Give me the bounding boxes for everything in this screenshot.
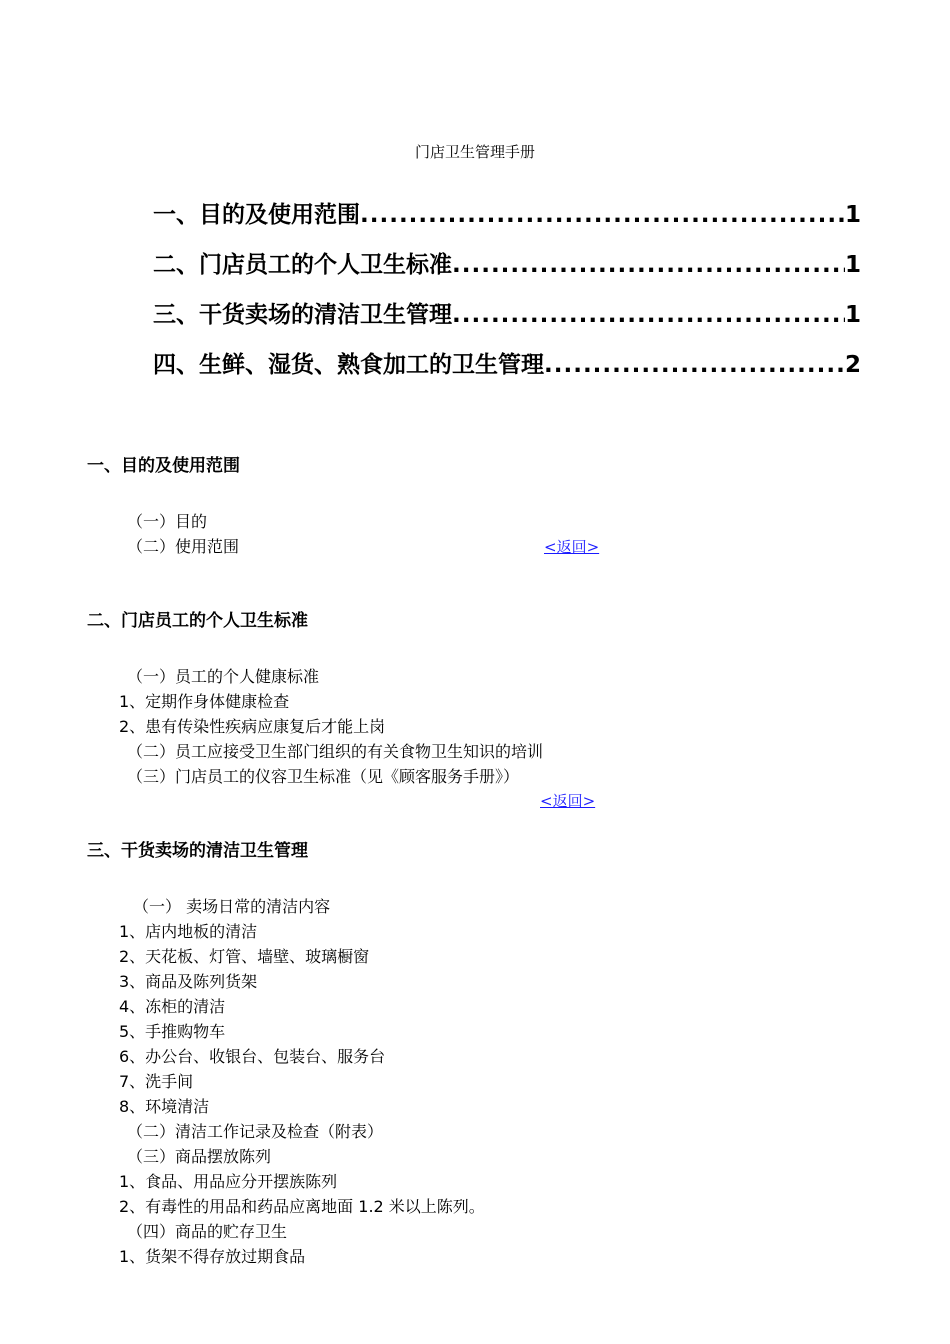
toc-page-number: 1 (844, 252, 861, 278)
toc-entry-3[interactable] (153, 296, 861, 329)
section-1-line: （一）目的 (127, 512, 208, 531)
section-2-line: 1、定期作身体健康检查 (119, 692, 290, 711)
section-1-heading: 一、目的及使用范围 (87, 456, 240, 476)
section-3-line: （二）清洁工作记录及检查（附表） (127, 1122, 384, 1141)
section-1-line: （二）使用范围 (127, 537, 240, 556)
section-3-line: 1、店内地板的清洁 (119, 922, 258, 941)
section-3-line: 3、商品及陈列货架 (119, 972, 258, 991)
section-3-line: 1、食品、用品应分开摆族陈列 (119, 1172, 338, 1191)
toc-leader-dots (452, 302, 845, 328)
section-3-line: 1、货架不得存放过期食品 (119, 1247, 306, 1266)
section-2-line: 2、患有传染性疾病应康复后才能上岗 (119, 717, 386, 736)
document-title: 门店卫生管理手册 (414, 143, 535, 161)
section-3-line: （三）商品摆放陈列 (127, 1147, 272, 1166)
toc-entry-4[interactable] (153, 346, 861, 379)
back-link[interactable]: <返回> (544, 538, 600, 556)
toc-leader-dots (360, 202, 845, 228)
section-3-line: 2、有毒性的用品和药品应离地面 1.2 米以上陈列。 (119, 1197, 485, 1216)
toc-page-number: 2 (844, 352, 861, 378)
toc-page-number: 1 (844, 302, 861, 328)
section-3-line: （一） 卖场日常的清洁内容 (133, 897, 331, 916)
section-3-line: （四）商品的贮存卫生 (127, 1222, 288, 1241)
toc-entry-1[interactable] (153, 196, 861, 229)
toc-leader-dots (452, 252, 845, 278)
section-2-line: （三）门店员工的仪容卫生标准（见《顾客服务手册》） (127, 767, 520, 786)
toc-entry-label: 一、目的及使用范围 (153, 202, 360, 228)
toc-entry-label: 二、门店员工的个人卫生标准 (153, 252, 452, 278)
toc-entry-label: 三、干货卖场的清洁卫生管理 (153, 302, 452, 328)
section-3-line: 2、天花板、灯管、墙壁、玻璃橱窗 (119, 947, 370, 966)
back-link[interactable]: <返回> (540, 792, 596, 810)
toc-entry-label: 四、生鲜、湿货、熟食加工的卫生管理 (153, 352, 544, 378)
section-3-line: 8、环境清洁 (119, 1097, 210, 1116)
section-2-line: （一）员工的个人健康标准 (127, 667, 320, 686)
section-2-line: （二）员工应接受卫生部门组织的有关食物卫生知识的培训 (127, 742, 544, 761)
toc-entry-2[interactable] (153, 246, 861, 279)
section-3-line: 7、洗手间 (119, 1072, 194, 1091)
section-2-heading: 二、门店员工的个人卫生标准 (87, 611, 308, 631)
section-3-heading: 三、干货卖场的清洁卫生管理 (87, 841, 308, 861)
section-3-line: 4、冻柜的清洁 (119, 997, 226, 1016)
toc-leader-dots (544, 352, 845, 378)
toc-page-number: 1 (844, 202, 861, 228)
section-3-line: 5、手推购物车 (119, 1022, 226, 1041)
section-3-line: 6、办公台、收银台、包装台、服务台 (119, 1047, 386, 1066)
